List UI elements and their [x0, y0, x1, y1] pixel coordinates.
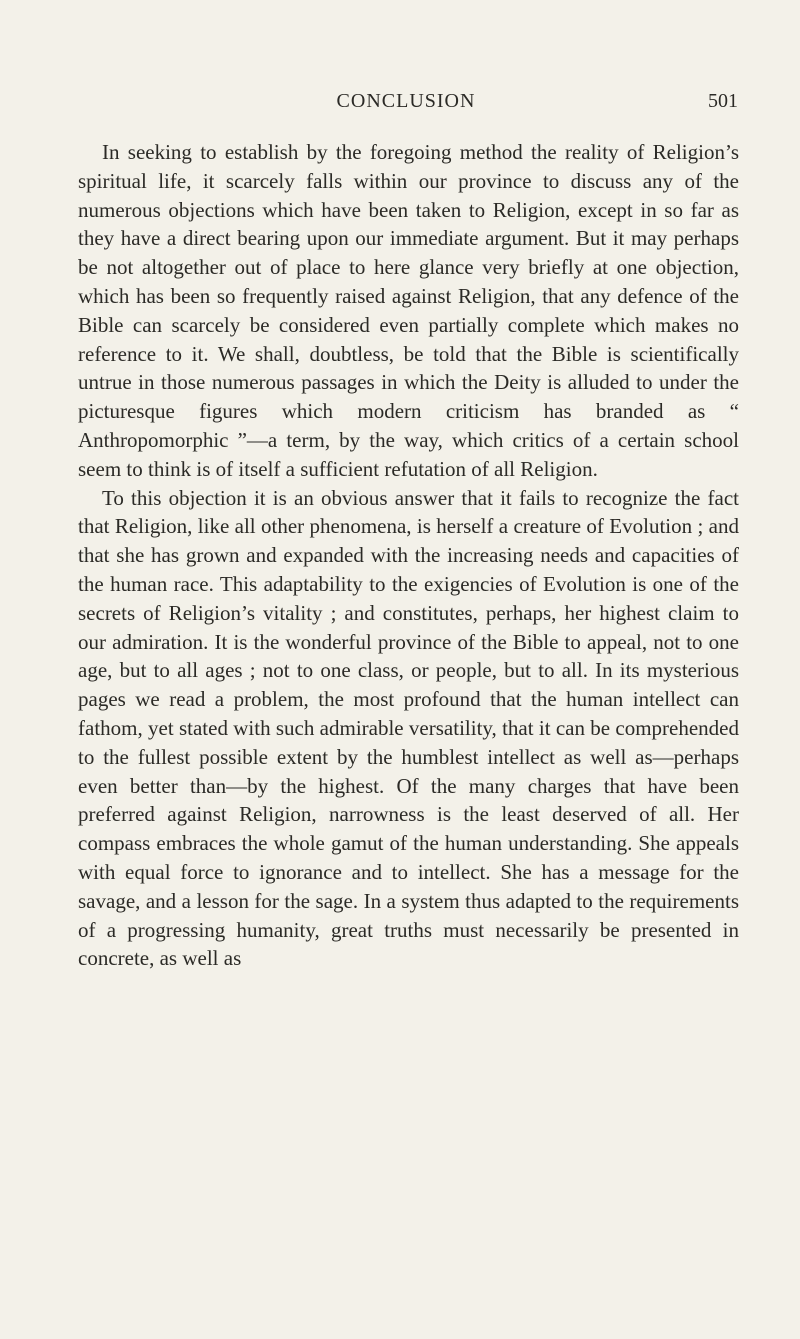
paragraph: In seeking to establish by the foregoing method the reality of Religion’s spiritual life, it scarcely falls within our province to discuss any of the numerous objections which have been taken to Religion, except in so far as they have a direct bearing upon our immediate argument. But it may perhaps be not altogether out of place to here glance very briefly at one objection, which has been so frequently raised against Religion, that any defence of the Bible can scarcely be considered even partially complete which makes no reference to it. We shall, doubtless, be told that the Bible is scientifically untrue in those numerous passages in which the Deity is alluded to under the picturesque figures which modern criticism has branded as “ Anthropomorphic ”—a term, by the way, which critics of a certain school seem to think is of itself a sufficient refutation of all Religion.: [78, 140, 739, 481]
paragraph: To this objection it is an obvious answer that it fails to recognize the fact that Religion, like all other phenomena, is herself a creature of Evolution ; and that she has grown and expanded with the increasing needs and capacities of the human race. This adaptability to the exigencies of Evolution is one of the secrets of Religion’s vitality ; and constitutes, perhaps, her highest claim to our admiration. It is the wonderful province of the Bible to appeal, not to one age, but to all ages ; not to one class, or people, but to all. In its mysterious pages we read a problem, the most profound that the human intellect can fathom, yet stated with such admirable versatility, that it can be comprehended to the fullest possible extent by the humblest intellect as well as—perhaps even better than—by the highest. Of the many charges that have been preferred against Religion, narrowness is the least deserved of all. Her compass embraces the whole gamut of the human understanding. She appeals with equal force to ignorance and to intellect. She has a message for the savage, and a lesson for the sage. In a system thus adapted to the requirements of a progressing humanity, great truths must necessarily be presented in concrete, as well as: [78, 485, 739, 971]
chapter-title: CONCLUSION: [336, 90, 476, 112]
running-head: [74, 86, 738, 116]
body-text: [78, 138, 739, 973]
page-number: 501: [708, 90, 738, 112]
